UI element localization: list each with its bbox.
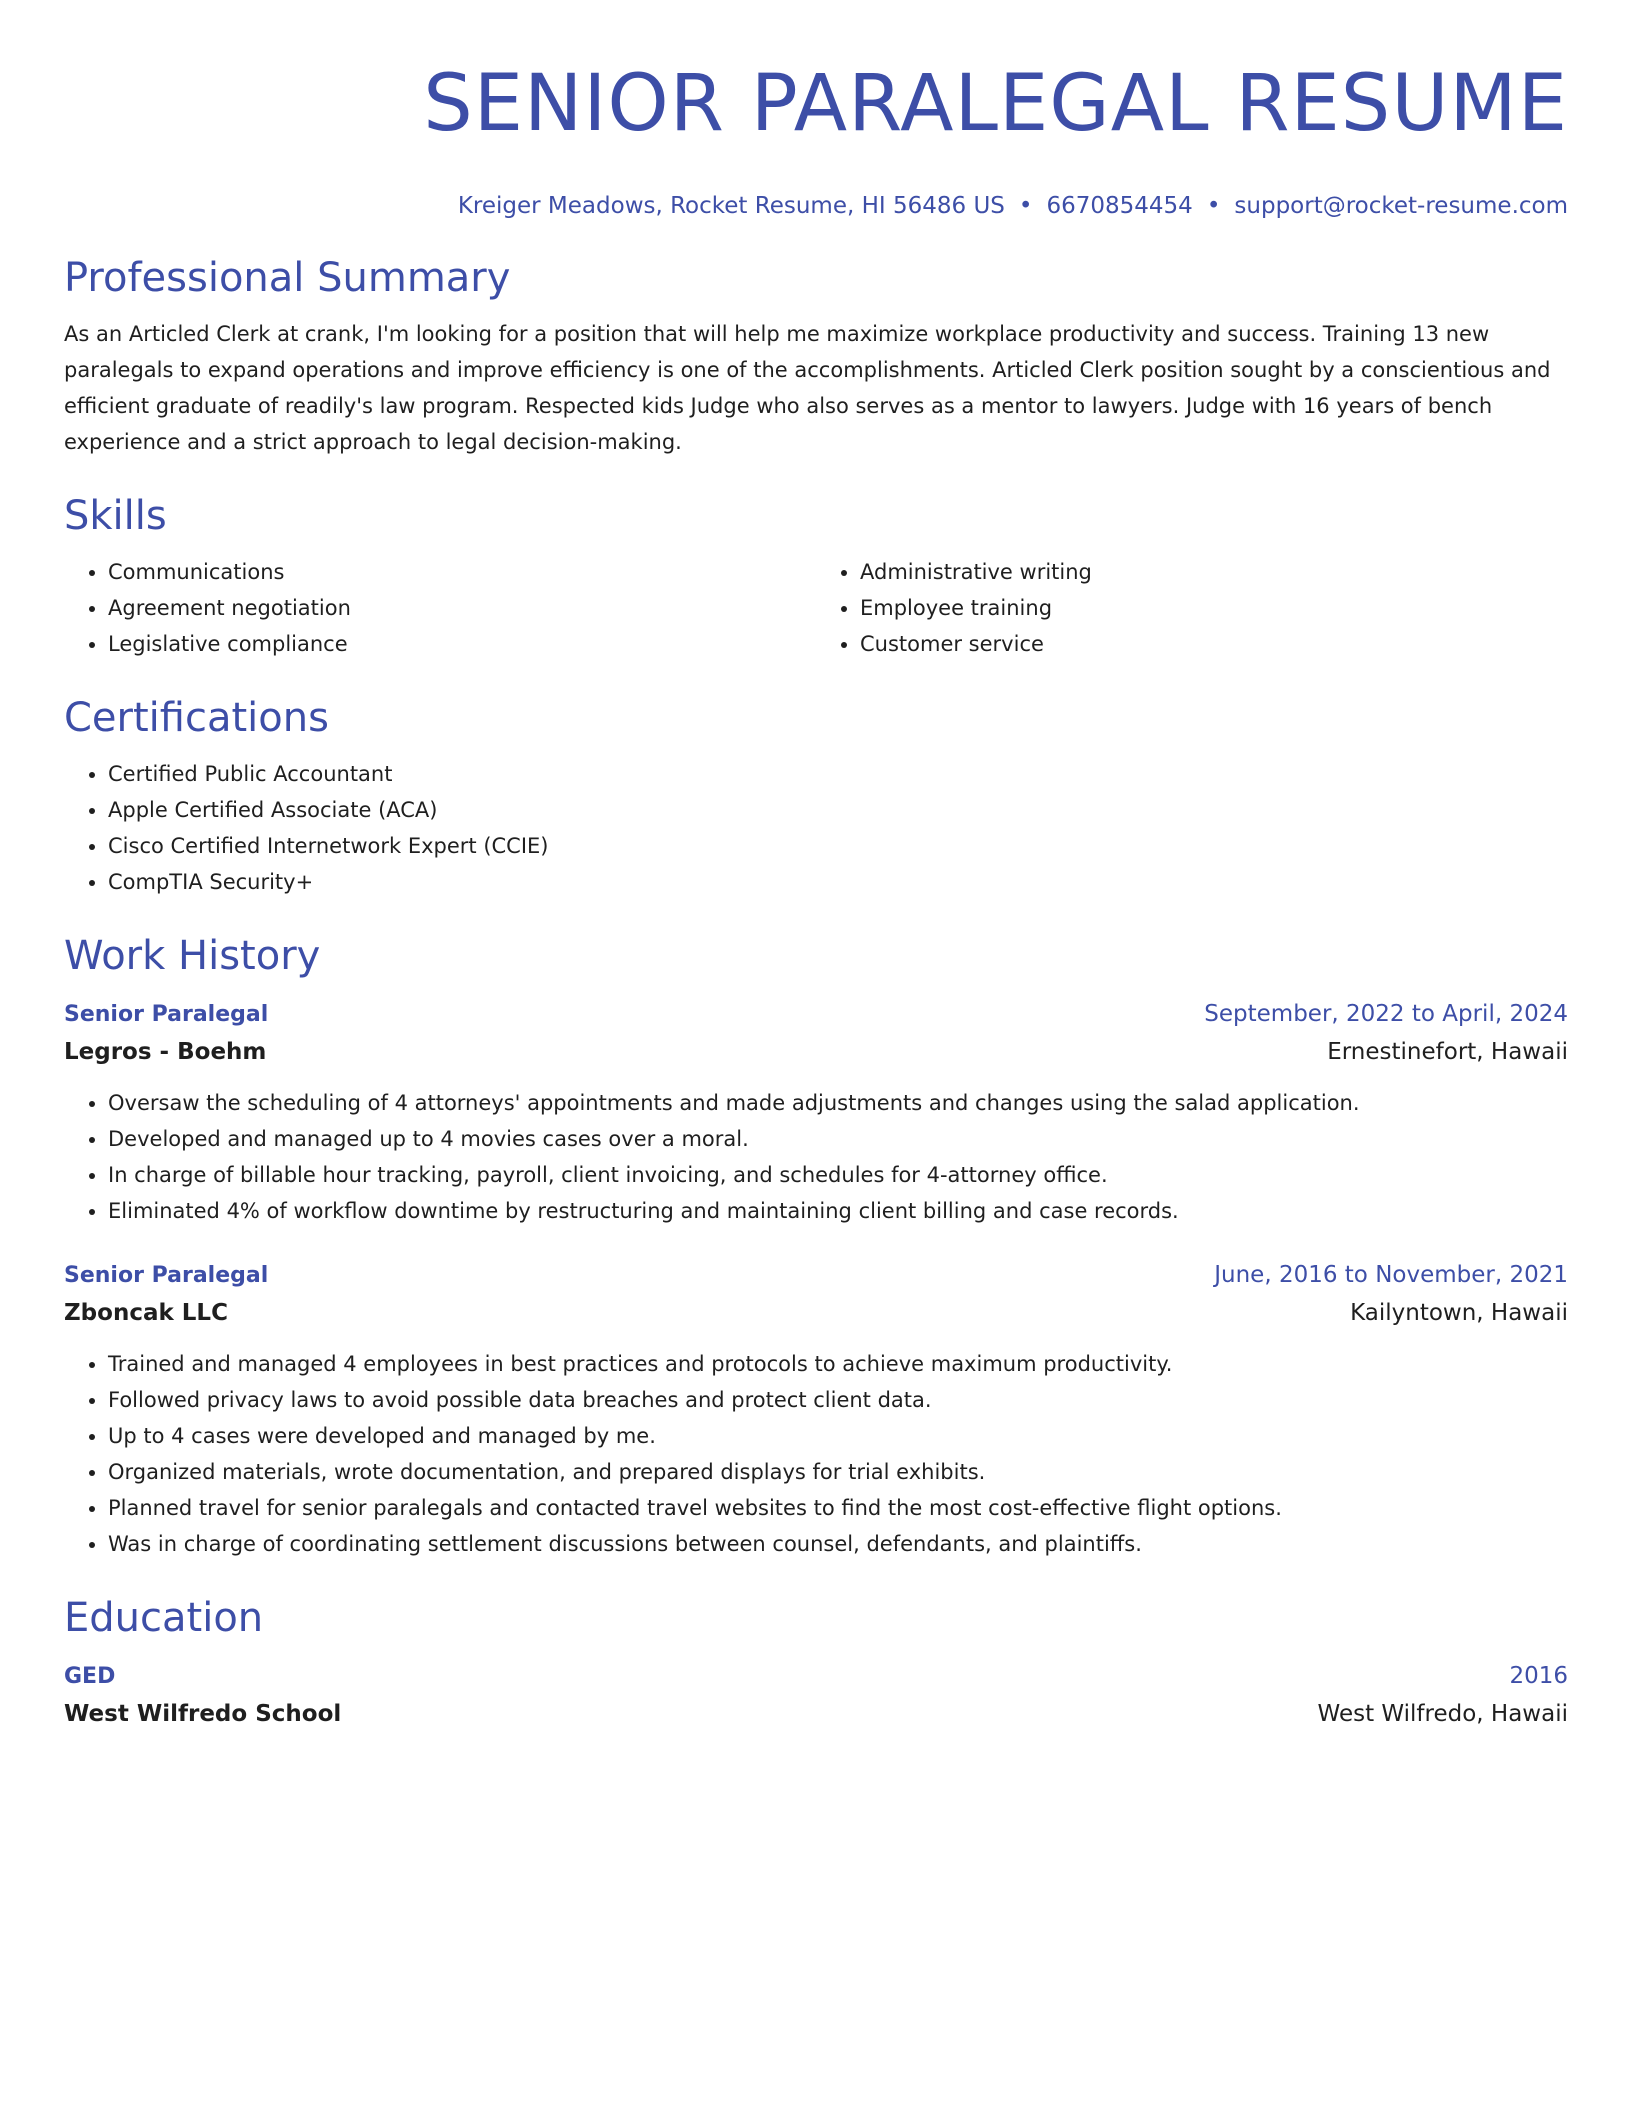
summary-text: As an Articled Clerk at crank, I'm looking for a position that will help me maximize workplace productivity and success. Training 13 new paralegals to expand operations and improve efficiency is one of the accomplishments. Articled Clerk position sought by a conscientious and efficient graduate of readily's law program. Respected kids Judge who also serves as a mentor to lawyers. Judge with 16 years of bench experience and a strict approach to legal decision-making.	[64, 322, 1551, 454]
skill-item: • Agreement negotiation	[108, 590, 816, 626]
job-entry	[64, 996, 1568, 1229]
job-title: Senior Paralegal	[64, 1263, 269, 1288]
job-bullet: • Oversaw the scheduling of 4 attorneys' appointments and made adjustments and changes using the salad application.	[108, 1085, 1568, 1121]
certifications-list	[64, 756, 1568, 900]
contact-separator: •	[1206, 193, 1221, 219]
education-degree-row	[64, 1658, 1568, 1695]
contact-phone: 6670854454	[1046, 193, 1193, 219]
job-bullet: • Planned travel for senior paralegals and contacted travel websites to find the most cost-effective flight options.	[108, 1490, 1568, 1526]
job-location: Ernestinefort, Hawaii	[1327, 1039, 1568, 1065]
contact-separator: •	[1018, 193, 1033, 219]
certification-item: • Apple Certified Associate (ACA)	[108, 792, 1568, 828]
certification-item: • CompTIA Security+	[108, 864, 1568, 900]
job-bullet: • Trained and managed 4 employees in best practices and protocols to achieve maximum productivity.	[108, 1346, 1568, 1382]
work-history-heading: Work History	[64, 933, 321, 979]
job-title-row	[64, 996, 1568, 1033]
summary-heading: Professional Summary	[64, 255, 511, 301]
contact-line	[64, 190, 1568, 222]
skills-list-left	[64, 554, 816, 662]
skills-list-right	[816, 554, 1568, 662]
job-bullets	[64, 1085, 1568, 1229]
job-company: Zboncak LLC	[64, 1300, 228, 1326]
education-heading: Education	[64, 1595, 264, 1641]
job-bullets	[64, 1346, 1568, 1562]
skills-grid	[64, 542, 1568, 662]
skill-item: • Legislative compliance	[108, 626, 816, 662]
job-company-row	[64, 1294, 1568, 1332]
education-entry	[64, 1658, 1568, 1733]
job-title-row	[64, 1257, 1568, 1294]
contact-address: Kreiger Meadows, Rocket Resume, HI 56486 US	[457, 193, 1005, 219]
skill-item: • Customer service	[860, 626, 1568, 662]
job-bullet: • Was in charge of coordinating settlement discussions between counsel, defendants, and plaintiffs.	[108, 1526, 1568, 1562]
education-school-row	[64, 1695, 1568, 1733]
job-dates: June, 2016 to November, 2021	[1214, 1262, 1568, 1288]
job-dates: September, 2022 to April, 2024	[1204, 1001, 1568, 1027]
summary-section	[64, 252, 1568, 460]
job-company-row	[64, 1033, 1568, 1071]
job-bullet: • Up to 4 cases were developed and managed by me.	[108, 1418, 1568, 1454]
job-company: Legros - Boehm	[64, 1039, 267, 1065]
skill-item: • Administrative writing	[860, 554, 1568, 590]
education-degree: GED	[64, 1664, 116, 1689]
work-history-section	[64, 930, 1568, 1562]
job-bullet: • Followed privacy laws to avoid possible data breaches and protect client data.	[108, 1382, 1568, 1418]
job-bullet: • In charge of billable hour tracking, payroll, client invoicing, and schedules for 4-attorney office.	[108, 1157, 1568, 1193]
certifications-heading: Certifications	[64, 695, 329, 741]
job-title: Senior Paralegal	[64, 1002, 269, 1027]
skill-item: • Employee training	[860, 590, 1568, 626]
education-section	[64, 1592, 1568, 1733]
job-entry	[64, 1257, 1568, 1562]
skills-section	[64, 490, 1568, 662]
education-year: 2016	[1509, 1663, 1568, 1689]
certifications-section	[64, 692, 1568, 900]
certification-item: • Cisco Certified Internetwork Expert (CCIE)	[108, 828, 1568, 864]
job-location: Kailyntown, Hawaii	[1350, 1300, 1568, 1326]
certification-item: • Certified Public Accountant	[108, 756, 1568, 792]
skills-heading: Skills	[64, 493, 167, 539]
job-bullet: • Eliminated 4% of workflow downtime by restructuring and maintaining client billing and case records.	[108, 1193, 1568, 1229]
education-school: West Wilfredo School	[64, 1701, 342, 1727]
job-bullet: • Developed and managed up to 4 movies cases over a moral.	[108, 1121, 1568, 1157]
skill-item: • Communications	[108, 554, 816, 590]
job-bullet: • Organized materials, wrote documentation, and prepared displays for trial exhibits.	[108, 1454, 1568, 1490]
education-location: West Wilfredo, Hawaii	[1317, 1701, 1568, 1727]
resume-title: SENIOR PARALEGAL RESUME	[423, 59, 1568, 149]
contact-email: support@rocket-resume.com	[1234, 193, 1568, 219]
